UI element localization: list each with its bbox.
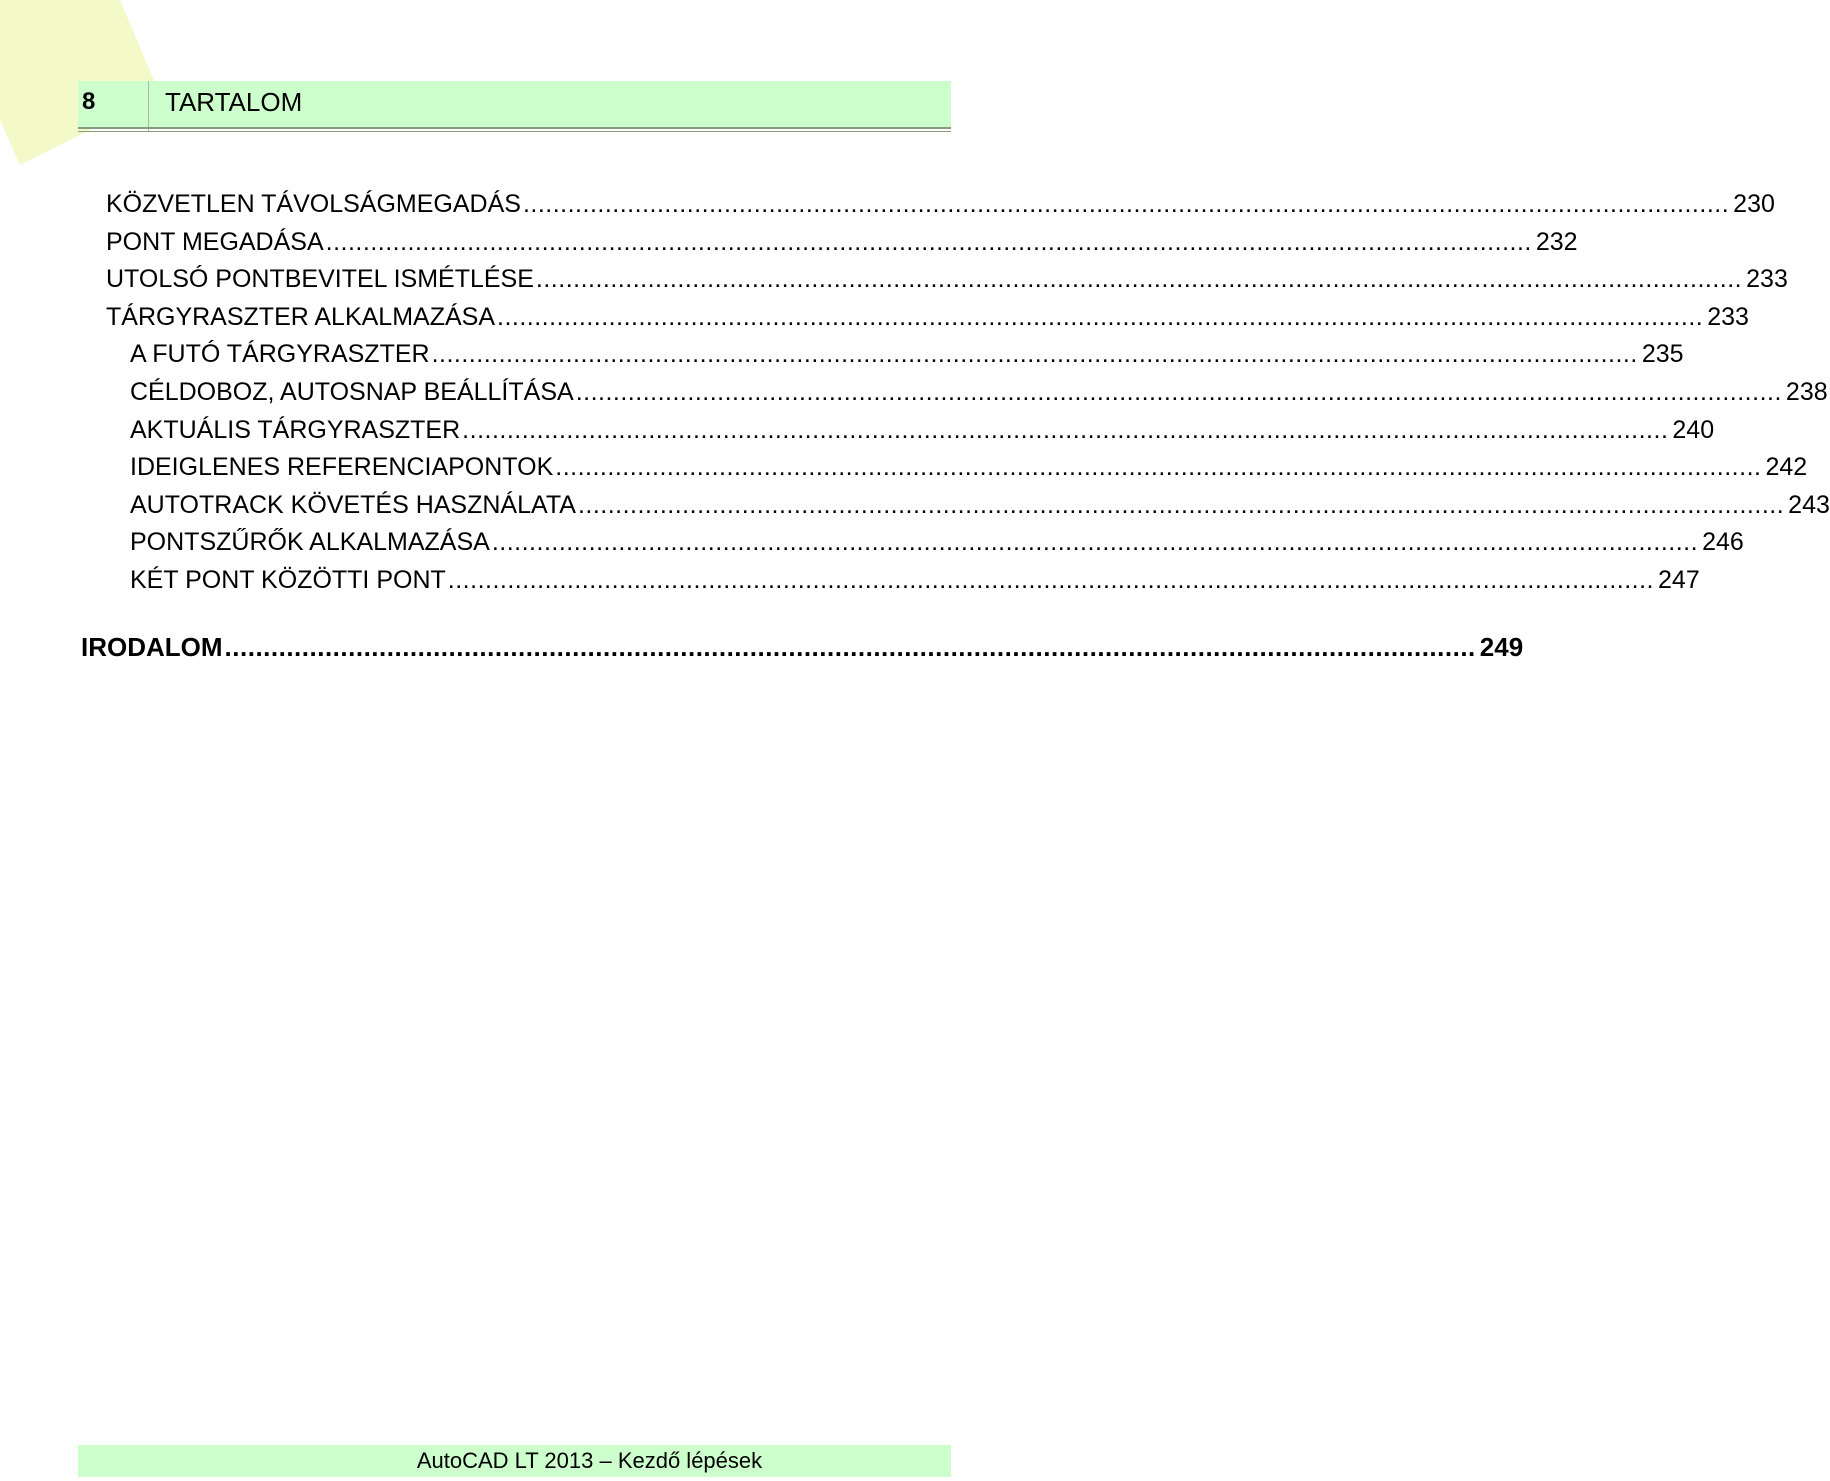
toc-entry-label: IDEIGLENES REFERENCIAPONTOK — [130, 453, 554, 482]
toc-leader-dots: .................................................................................................................................................................. — [497, 302, 1704, 331]
toc-entry — [130, 487, 1830, 524]
toc-leader-dots: .................................................................................................................................................................. — [522, 190, 1730, 218]
toc-entry — [130, 562, 1700, 599]
toc-entry-page: 233 — [1707, 302, 1749, 331]
toc-main-entry-label: IRODALOM — [81, 631, 223, 662]
toc-entry-page: 238 — [1785, 378, 1828, 406]
toc-entry-label: PONTSZŰRŐK ALKALMAZÁSA — [130, 528, 490, 557]
toc-leader-dots: .................................................................................................................................................................. — [555, 453, 1762, 482]
toc-leader-dots: .................................................................................................................................................................. — [577, 490, 1785, 519]
toc-entry — [106, 299, 1749, 336]
toc-leader-dots: .................................................................................................................................................................. — [447, 566, 1655, 594]
toc-entry-page: 242 — [1765, 453, 1808, 482]
toc-entry-label: TÁRGYRASZTER ALKALMAZÁSA — [106, 302, 495, 331]
header-rule — [78, 127, 951, 129]
toc-entry-page: 240 — [1672, 415, 1715, 444]
toc-entry — [106, 186, 1775, 223]
toc-entry-label: AKTUÁLIS TÁRGYRASZTER — [130, 415, 461, 444]
toc-entry — [130, 524, 1744, 561]
toc-entry-page: 235 — [1641, 340, 1684, 369]
header-divider — [148, 81, 149, 131]
toc-leader-dots: .................................................................................................................................................................. — [462, 415, 1669, 444]
toc-entry-page: 246 — [1702, 528, 1744, 557]
toc-entry-label: PONT MEGADÁSA — [106, 227, 324, 256]
toc-entry-page: 230 — [1733, 190, 1775, 218]
toc-entry — [130, 336, 1684, 373]
toc-leader-dots: .................................................................................................................................................................. — [575, 378, 1782, 406]
toc-entry-label: KÉT PONT KÖZÖTTI PONT — [130, 566, 446, 594]
toc-entry-page: 247 — [1658, 566, 1700, 594]
toc-leader-dots: .................................................................................................................................................................. — [224, 631, 1476, 662]
toc-entry-page: 243 — [1788, 490, 1830, 519]
toc-leader-dots: .................................................................................................................................................................. — [325, 227, 1532, 256]
toc-entry-label: A FUTÓ TÁRGYRASZTER — [130, 340, 430, 369]
toc-leader-dots: .................................................................................................................................................................. — [535, 265, 1743, 294]
toc-entry-page: 233 — [1746, 265, 1788, 294]
toc-entry-label: KÖZVETLEN TÁVOLSÁGMEGADÁS — [106, 190, 521, 218]
toc-entry-label: AUTOTRACK KÖVETÉS HASZNÁLATA — [130, 490, 576, 519]
toc-main-entry-page: 249 — [1479, 631, 1524, 662]
toc-entry — [130, 412, 1715, 449]
toc-leader-dots: .................................................................................................................................................................. — [491, 528, 1699, 557]
toc-entry-label: UTOLSÓ PONTBEVITEL ISMÉTLÉSE — [106, 265, 534, 294]
toc-leader-dots: .................................................................................................................................................................. — [431, 340, 1638, 369]
toc-main-entry — [81, 629, 1524, 666]
toc-entry — [130, 449, 1808, 486]
toc-entry — [130, 374, 1828, 411]
header-rule-thin — [78, 131, 951, 132]
page-number: 8 — [82, 88, 96, 115]
toc-entry — [106, 224, 1578, 261]
toc-entry-page: 232 — [1535, 227, 1578, 256]
toc-entry-label: CÉLDOBOZ, AUTOSNAP BEÁLLÍTÁSA — [130, 378, 574, 406]
footer-text: AutoCAD LT 2013 – Kezdő lépések — [416, 1448, 763, 1473]
toc-entry — [106, 261, 1788, 298]
chapter-title: TARTALOM — [165, 87, 303, 117]
